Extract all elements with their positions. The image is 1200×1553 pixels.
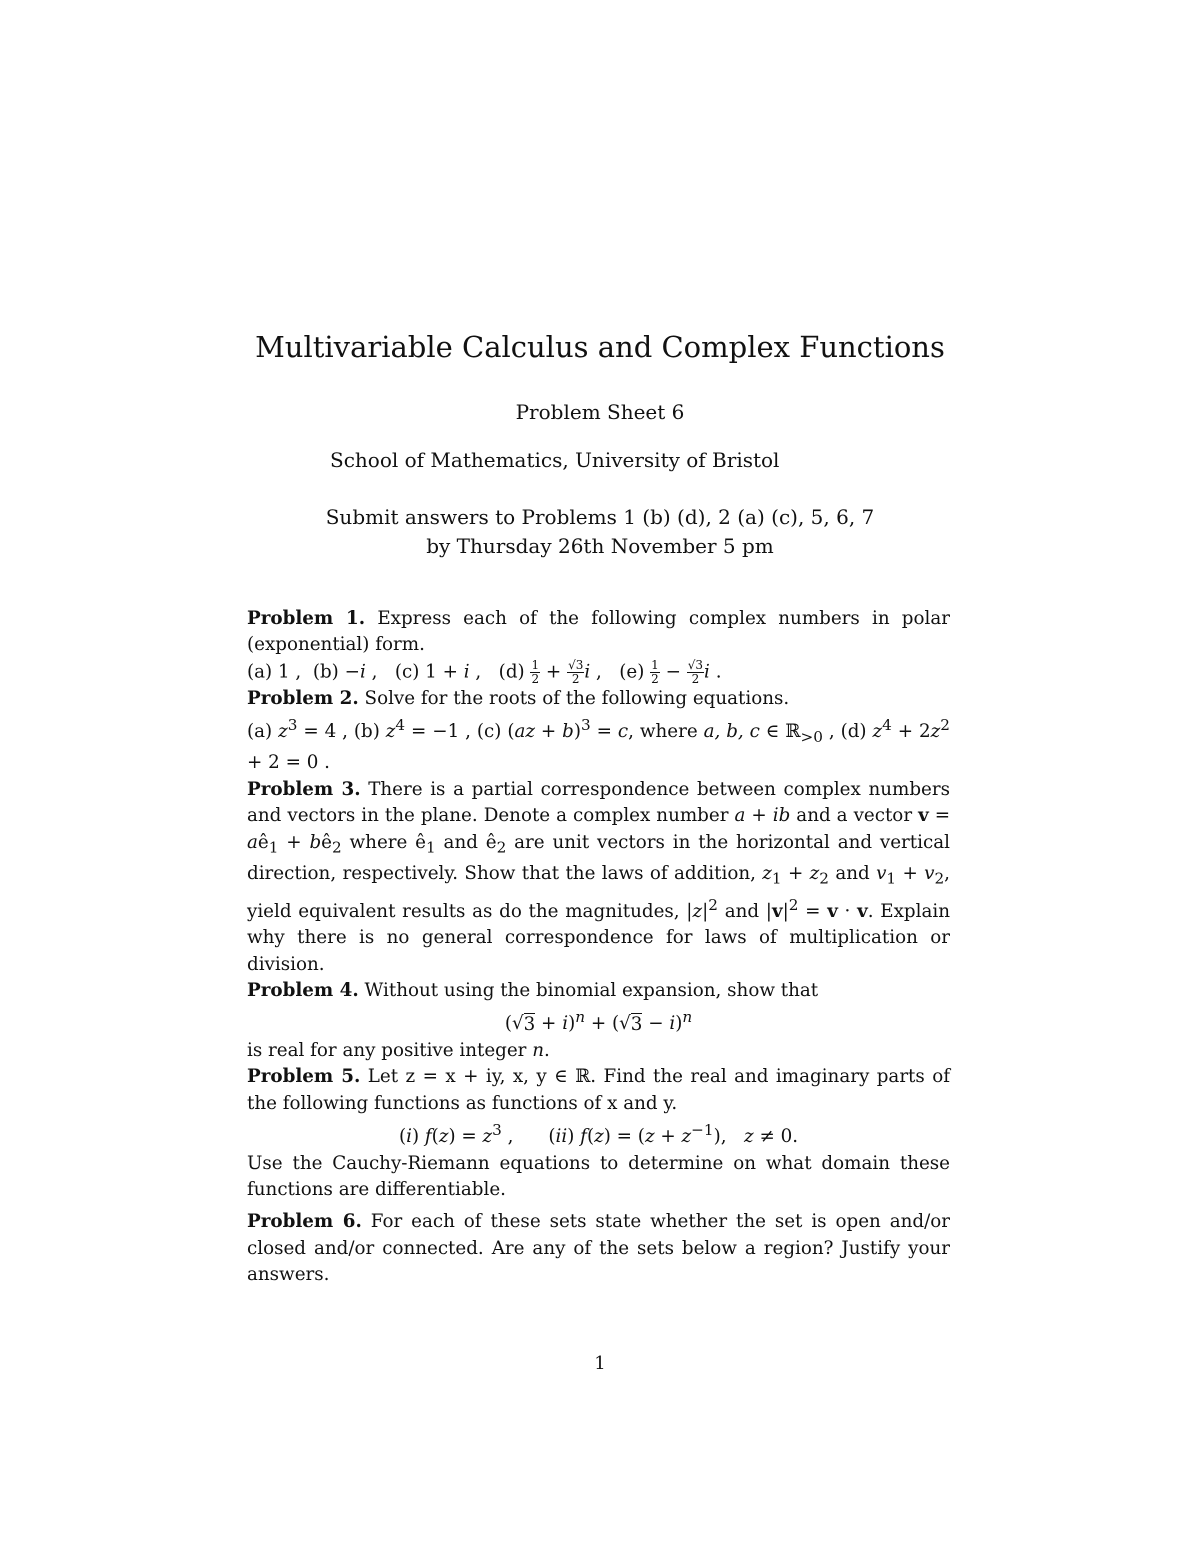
problem-1-label: Problem 1. bbox=[247, 608, 366, 629]
problem-4-label: Problem 4. bbox=[247, 980, 359, 1002]
problems-body bbox=[247, 606, 950, 1289]
problem-6 bbox=[247, 1209, 950, 1288]
problem-1-text: Express each of the following complex numbers in polar (exponential) form. bbox=[247, 608, 950, 656]
page-title: Multivariable Calculus and Complex Functions bbox=[255, 330, 945, 364]
problem-4-after: is real for any positive integer n. bbox=[247, 1039, 550, 1061]
problem-1 bbox=[247, 606, 950, 659]
problem-5-label: Problem 5. bbox=[247, 1066, 361, 1088]
problem-4-text: Without using the binomial expansion, show that bbox=[364, 980, 819, 1002]
submission-info bbox=[0, 503, 1200, 561]
problem-5 bbox=[247, 1064, 950, 1117]
problem-3-rest: Denote a complex number bbox=[483, 805, 729, 827]
problem-5-text: Let z = x + iy, x, y ∈ ℝ. Find the real and imaginary parts of the following functions as functions of x and y. bbox=[247, 1066, 950, 1114]
problem-2-text: Solve for the roots of the following equations. bbox=[364, 687, 790, 709]
problem-2 bbox=[247, 686, 950, 712]
problem-3-label: Problem 3. bbox=[247, 778, 361, 800]
problem-3-text: There is a partial correspondence between complex numbers and vectors in the plane. bbox=[247, 778, 950, 827]
school-name: School of Mathematics, University of Bristol bbox=[330, 448, 780, 472]
problem-6-text: For each of these sets state whether the set is open and/or closed and/or connected. Are any of the sets below a region? Justify your answers. bbox=[247, 1211, 950, 1286]
problem-5-equations: (i) $f(z) = z^3$ , (ii) $f(z) = (z + z^{-1})$, z ≠ 0. bbox=[398, 1121, 799, 1148]
sheet-subtitle: Problem Sheet 6 bbox=[515, 400, 685, 424]
problem-4 bbox=[247, 978, 950, 1004]
problem-4-equation: $(√3 + i)^n + (√3 - i)^n$ bbox=[504, 1008, 693, 1035]
problem-6-label: Problem 6. bbox=[247, 1211, 362, 1233]
problem-2-label: Problem 2. bbox=[247, 687, 359, 709]
submission-line-1: Submit answers to Problems 1 (b) (d), 2 (a) (c), 5, 6, 7 bbox=[325, 505, 875, 529]
submission-line-2: by Thursday 26th November 5 pm bbox=[426, 534, 774, 558]
problem-1-items: (a) 1 , (b) −i , (c) 1 + i , (d) $\frac{1}{2}$ + $\frac{√3}{2}$ i , (e) $\frac{1}{2}$ − $\frac{√3}{2}$ i . bbox=[247, 657, 722, 686]
problem-5-after: Use the Cauchy-Riemann equations to determine on what domain these functions are differentiable. bbox=[247, 1152, 950, 1201]
problem-2-items: (a) $z^3 = 4$ , (b) $z^4 = -1$ , (c) (az + b)$^3$ = c, where a, b, c ∈ ℝ$_{>0}$ , (d) $z^4 + 2z^2 + 2 = 0$ . bbox=[247, 716, 950, 774]
problem-3: Problem 3. There is a partial correspondence between complex numbers and vectors in the plane. Denote a complex number a + ib and a vector $v = aê_1$ + $bê_2$ where $ê_1$ and $ê_2$ are unit vectors in the horizontal and vertical direction, respectively. Show that the laws of addition, $z_1 + z_2$ and $v_1 + v_2$, yield equivalent results as do the magnitudes, $|z|^2$ and $|v|^2 = v \cdot v$. Explain why there is no general correspondence for laws of multiplication or division. bbox=[247, 778, 951, 975]
page-number: 1 bbox=[594, 1353, 606, 1374]
